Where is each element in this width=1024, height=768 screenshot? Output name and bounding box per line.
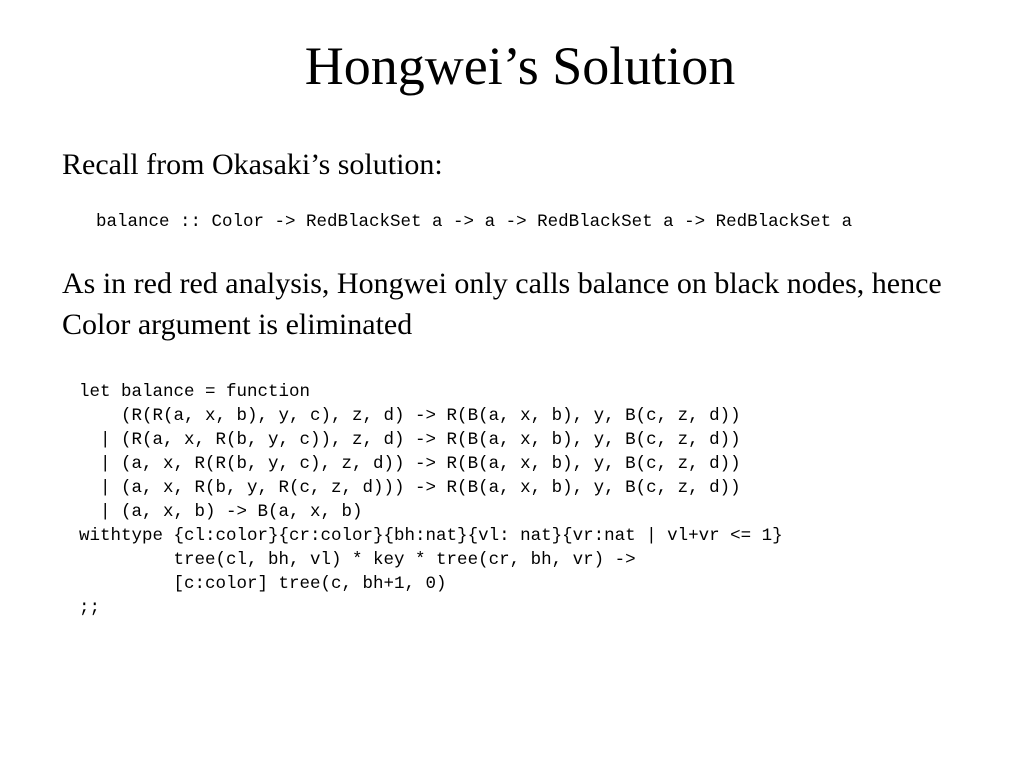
recall-text: Recall from Okasaki’s solution: [62,148,443,181]
balance-signature: balance :: Color -> RedBlackSet a -> a -> RedBlackSet a -> RedBlackSet a [96,212,853,232]
code-line: [c:color] tree(c, bh+1, 0) [79,574,447,594]
code-line: ;; [79,598,101,618]
analysis-paragraph: As in red red analysis, Hongwei only calls balance on black nodes, hence Color argument is eliminated [62,267,942,341]
code-line: let balance = function [79,382,311,402]
code-line: | (a, x, b) -> B(a, x, b) [79,502,363,522]
code-line: | (a, x, R(R(b, y, c), z, d)) -> R(B(a, x, b), y, B(c, z, d)) [79,454,741,474]
code-line: tree(cl, bh, vl) * key * tree(cr, bh, vr) -> [79,550,636,570]
code-line: | (R(a, x, R(b, y, c)), z, d) -> R(B(a, x, b), y, B(c, z, d)) [79,430,741,450]
slide-title: Hongwei’s Solution [304,36,736,96]
code-line: (R(R(a, x, b), y, c), z, d) -> R(B(a, x, b), y, B(c, z, d)) [79,406,741,426]
code-line: withtype {cl:color}{cr:color}{bh:nat}{vl: nat}{vr:nat | vl+vr <= 1} [79,526,783,546]
code-block [79,380,783,620]
code-line: | (a, x, R(b, y, R(c, z, d))) -> R(B(a, x, b), y, B(c, z, d)) [79,478,741,498]
